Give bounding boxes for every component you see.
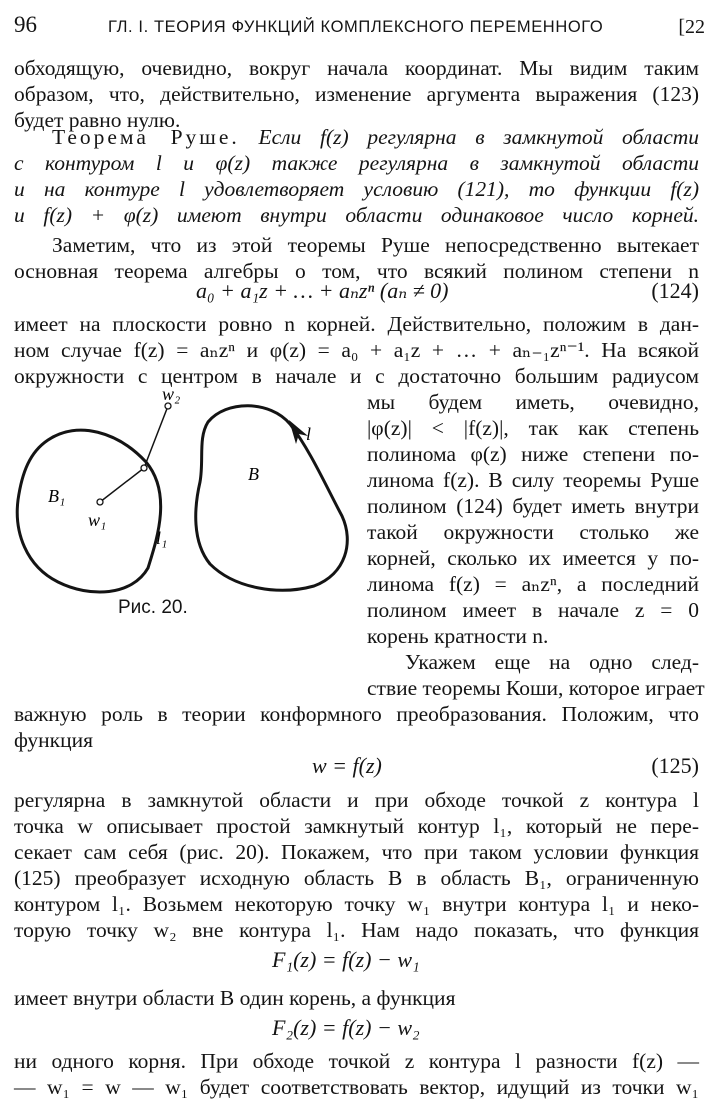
segment-w2: [144, 406, 168, 468]
text-line: (125) преобразует исходную область B в область B₁, ограниченную: [14, 866, 699, 890]
column-line: полином (124) будет иметь внутри: [367, 494, 699, 518]
text-line: секает сам себя (рис. 20). Покажем, что при таком условии функция: [14, 840, 699, 864]
equation-F1: F₁(z) = f(z) − w₁: [272, 947, 420, 972]
text-line: торую точку w₂ вне контура l₁. Нам надо показать, что функция: [14, 918, 699, 942]
text-line: важную роль в теории конформного преобразования. Положим, что: [14, 702, 699, 726]
theorem-line: и на контуре l удовлетворяет условию (121), то функции f(z): [14, 177, 699, 201]
equation-number-125: (125): [651, 753, 699, 778]
theorem-first-line: [52, 124, 699, 150]
label-B1: B₁: [48, 486, 66, 506]
theorem-name: Теорема Руше.: [52, 125, 240, 149]
text-line: окружности с центром в начале и с достаточно большим радиусом: [14, 364, 699, 388]
equation-number-124: (124): [651, 278, 699, 303]
text-line: основная теорема алгебры о том, что всякий полином степени n: [14, 259, 699, 283]
text-line: ном случае f(z) = aₙzⁿ и φ(z) = a₀ + a₁z + … + aₙ₋₁zⁿ⁻¹. На всякой: [14, 338, 699, 362]
column-line: корней, сколько их имеется у по-: [367, 546, 699, 570]
column-line: ствие теоремы Коши, которое играет: [367, 676, 705, 700]
running-title: ГЛ. I. ТЕОРИЯ ФУНКЦИЙ КОМПЛЕКСНОГО ПЕРЕМЕННОГО: [108, 18, 604, 36]
label-B: B: [248, 464, 259, 484]
theorem-text: Если f(z) регулярна в замкнутой области: [258, 125, 700, 149]
text-line: ни одного корня. При обходе точкой z контура l разности f(z) —: [14, 1049, 699, 1073]
text-line: имеет на плоскости ровно n корней. Действительно, положим в дан-: [14, 312, 699, 336]
column-line: линома f(z) = aₙzⁿ, а последний: [367, 572, 699, 596]
theorem-line: и f(z) + φ(z) имеют внутри области одинаковое число корней.: [14, 203, 699, 227]
page-header: [14, 8, 705, 44]
equation-125: w = f(z): [312, 753, 382, 778]
equation-124: a₀ + a₁z + … + aₙzⁿ (aₙ ≠ 0): [196, 278, 449, 303]
theorem-line: с контуром l и φ(z) также регулярна в замкнутой области: [14, 151, 699, 175]
label-l1: l₁: [156, 528, 168, 548]
point-junction: [141, 465, 147, 471]
point-w1: [97, 499, 103, 505]
label-w2: w₂: [162, 384, 181, 404]
label-l: l: [306, 424, 312, 444]
segment-w1: [100, 468, 144, 502]
text-line: функция: [14, 728, 93, 752]
text-line: обходящую, очевидно, вокруг начала координат. Мы видим таким: [14, 56, 699, 80]
column-line: корень кратности n.: [367, 624, 549, 648]
figure-caption: Рис. 20.: [118, 597, 188, 618]
label-w1: w₁: [88, 510, 107, 530]
equation-F2: F₂(z) = f(z) − w₂: [272, 1015, 420, 1040]
text-line: регулярна в замкнутой области и при обходе точкой z контура l: [14, 788, 699, 812]
section-number: [22: [678, 16, 705, 38]
contour-l: [196, 406, 348, 590]
column-line: полинома φ(z) ниже степени по-: [367, 442, 699, 466]
column-line: линома f(z). В силу теоремы Руше: [367, 468, 699, 492]
column-line: такой окружности столько же: [367, 520, 699, 544]
text-line: точка w описывает простой замкнутый контур l₁, который не пере-: [14, 814, 699, 838]
column-line: мы будем иметь, очевидно,: [367, 390, 699, 414]
column-line: |φ(z)| < |f(z)|, так как степень: [367, 416, 699, 440]
column-line: Укажем еще на одно след-: [405, 650, 699, 674]
text-line: образом, что, действительно, изменение аргумента выражения (123): [14, 82, 699, 106]
text-line: будет равно нулю.: [14, 108, 181, 132]
figure-20: [8, 382, 363, 597]
text-line: контуром l₁. Возьмем некоторую точку w₁ внутри контура l₁ и неко-: [14, 892, 699, 916]
page-number: 96: [14, 12, 37, 37]
column-line: полином имеет в начале z = 0: [367, 598, 699, 622]
text-line: — w₁ = w — w₁ будет соответствовать вектор, идущий из точки w₁: [14, 1075, 699, 1099]
text-line: имеет внутри области B один корень, а функция: [14, 986, 456, 1010]
text-line: Заметим, что из этой теоремы Руше непосредственно вытекает: [52, 233, 699, 257]
